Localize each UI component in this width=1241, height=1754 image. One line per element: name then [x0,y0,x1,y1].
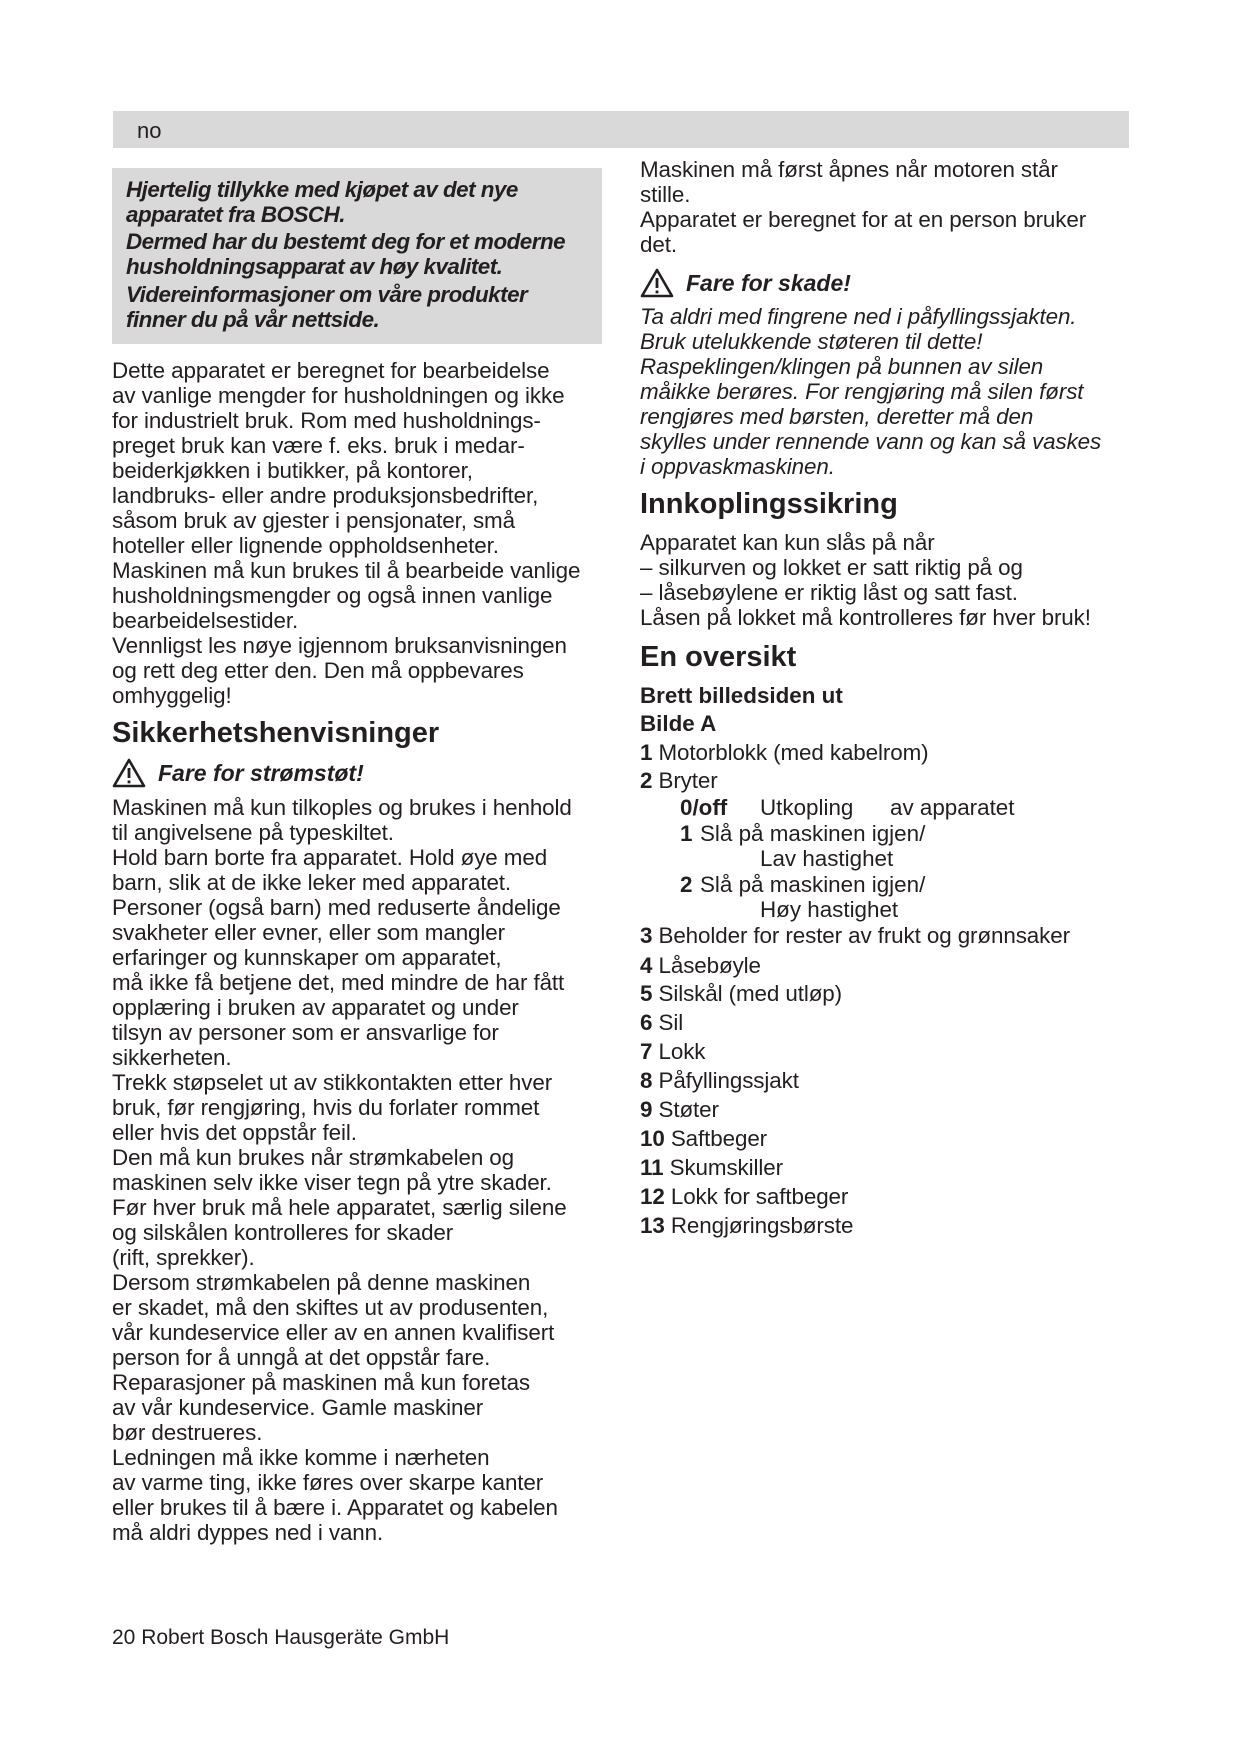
text-line: Bruk utelukkende støteren til dette! [640,329,983,354]
warning-label: Fare for skade! [686,269,851,296]
text-line: bruk, før rengjøring, hvis du forlater rommet [112,1095,540,1120]
text-line: Maskinen må kun brukes til å bearbeide vanlige [112,558,581,583]
text-line: tilsyn av personer som er ansvarlige for [112,1020,499,1045]
item-text: Låsebøyle [658,953,761,978]
text-line: Den må kun brukes når strømkabelen og [112,1145,515,1170]
item-number: 10 [640,1126,665,1151]
text-line: Låsen på lokket må kontrolleres før hver bruk! [640,605,1091,630]
text-line: svakheter eller evner, eller som mangler [112,920,505,945]
usage-paragraph [112,358,580,708]
switch-off-text: av apparatet [890,795,1015,820]
safety-paragraph [112,795,572,1545]
text-line: Trekk støpselet ut av stikkontakten etter hver [112,1070,553,1095]
text-line: bør destrueres. [112,1420,263,1445]
intro-line: finner du på vår nettside. [126,307,380,332]
text-line: Hold barn borte fra apparatet. Hold øye med [112,845,548,870]
item-text: Motorblokk (med kabelrom) [658,740,929,765]
text-line: omhyggelig! [112,683,232,708]
list-item [640,1126,767,1151]
intro-line: apparatet fra BOSCH. [126,202,345,227]
warning-injury [640,268,851,298]
text-line: må aldri dyppes ned i vann. [112,1520,384,1545]
intro-line: Hjertelig tillykke med kjøpet av det nye [126,177,518,202]
text-line: for industrielt bruk. Rom med husholdnings- [112,408,541,433]
text-line: bearbeidelsestider. [112,608,299,633]
text-line: (rift, sprekker). [112,1245,255,1270]
text-line: Vennligst les nøye igjennom bruksanvisningen [112,633,567,658]
switch-2-key: 2 [680,872,693,897]
list-item [640,1039,705,1064]
warning-shock [112,758,364,788]
text-line: Dette apparatet er beregnet for bearbeidelse [112,358,550,383]
warning-triangle-icon [112,758,146,788]
list-item [640,768,718,793]
list-item [640,740,929,765]
switch-1-key: 1 [680,821,693,846]
text-line: måikke berøres. For rengjøring må silen først [640,379,1084,404]
language-code: no [137,118,162,143]
text-line: rengjøres med børsten, deretter må den [640,404,1034,429]
fold-out-heading: Brett billedsiden ut [640,683,843,708]
intro-box [112,168,602,344]
item-number: 6 [640,1010,653,1035]
warning-label: Fare for strømstøt! [158,759,364,786]
picture-heading: Bilde A [640,711,717,736]
text-line: Personer (også barn) med reduserte åndelige [112,895,561,920]
item-number: 4 [640,953,653,978]
text-line: til angivelsene på typeskiltet. [112,820,394,845]
text-line: husholdningsmengder og også innen vanlige [112,583,553,608]
item-number: 8 [640,1068,653,1093]
text-line: person for å unngå at det oppstår fare. [112,1345,491,1370]
text-line: av varme ting, ikke føres over skarpe kanter [112,1470,544,1495]
item-text: Rengjøringsbørste [670,1213,854,1238]
intro-line: Dermed har du bestemt deg for et moderne [126,229,566,254]
item-text: Støter [658,1097,719,1122]
language-bar [113,111,1129,148]
text-line: må ikke få betjene det, med mindre de har fått [112,970,565,995]
text-line: eller brukes til å bære i. Apparatet og kabelen [112,1495,558,1520]
text-line: Ta aldri med fingrene ned i påfyllingssjakten. [640,304,1077,329]
intro-line: Videreinformasjoner om våre produkter [126,282,528,307]
safety-heading: Sikkerhetshenvisninger [112,717,440,749]
interlock-paragraph [640,530,1091,630]
interlock-heading: Innkoplingssikring [640,488,898,520]
motor-paragraph [640,157,1086,257]
text-line: landbruks- eller andre produksjonsbedrifter, [112,483,539,508]
item-text: Lokk [658,1039,706,1064]
text-line: og silskålen kontrolleres for skader [112,1220,454,1245]
list-item [640,923,1070,948]
switch-2-speed: Høy hastighet [760,897,899,922]
text-line: av vår kundeservice. Gamle maskiner [112,1395,484,1420]
text-line: stille. [640,182,691,207]
switch-2-text: Slå på maskinen igjen/ [700,872,926,897]
item-number: 5 [640,981,653,1006]
switch-settings [640,795,1140,921]
item-text: Sil [658,1010,684,1035]
switch-off-text: Utkopling [760,795,854,820]
text-line: Raspeklingen/klingen på bunnen av silen [640,354,1044,379]
text-line: er skadet, må den skiftes ut av produsenten, [112,1295,549,1320]
text-line: såsom bruk av gjester i pensjonater, små [112,508,515,533]
text-line: Reparasjoner på maskinen må kun foretas [112,1370,531,1395]
text-line: – silkurven og lokket er satt riktig på og [640,555,1023,580]
text-line: Maskinen må først åpnes når motoren står [640,157,1058,182]
text-line: eller hvis det oppstår feil. [112,1120,357,1145]
text-line: hoteller eller lignende oppholdsenheter. [112,533,499,558]
text-line: vår kundeservice eller av en annen kvalifisert [112,1320,555,1345]
list-item [640,1213,853,1238]
text-line: opplæring i bruken av apparatet og under [112,995,519,1020]
item-number: 13 [640,1213,665,1238]
item-number: 11 [640,1155,664,1180]
text-line: Apparatet er beregnet for at en person bruker [640,207,1087,232]
item-number: 12 [640,1184,665,1209]
text-line: maskinen selv ikke viser tegn på ytre skader. [112,1170,552,1195]
item-text: Saftbeger [670,1126,768,1151]
item-text: Bryter [658,768,718,793]
switch-off-key: 0/off [680,795,728,820]
item-text: Lokk for saftbeger [670,1184,849,1209]
page-footer: 20 Robert Bosch Hausgeräte GmbH [112,1626,450,1649]
text-line: beiderkjøkken i butikker, på kontorer, [112,458,473,483]
item-text: Beholder for rester av frukt og grønnsaker [658,923,1070,948]
injury-paragraph [640,304,1101,479]
text-line: det. [640,232,677,257]
text-line: Dersom strømkabelen på denne maskinen [112,1270,531,1295]
switch-1-text: Slå på maskinen igjen/ [700,821,926,846]
text-line: sikkerheten. [112,1045,232,1070]
text-line: Apparatet kan kun slås på når [640,530,935,555]
text-line: erfaringer og kunnskaper om apparatet, [112,945,502,970]
item-number: 3 [640,923,653,948]
item-number: 9 [640,1097,653,1122]
text-line: og rett deg etter den. Den må oppbevares [112,658,524,683]
item-text: Silskål (med utløp) [658,981,842,1006]
text-line: Maskinen må kun tilkoples og brukes i henhold [112,795,572,820]
switch-1-speed: Lav hastighet [760,846,894,871]
text-line: av vanlige mengder for husholdningen og ikke [112,383,565,408]
text-line: – låsebøylene er riktig låst og satt fast. [640,580,1018,605]
text-line: skylles under rennende vann og kan så vaskes [640,429,1102,454]
item-number: 7 [640,1039,653,1064]
text-line: preget bruk kan være f. eks. bruk i medar- [112,433,525,458]
list-item [640,1155,783,1180]
text-line: Ledningen må ikke komme i nærheten [112,1445,490,1470]
text-line: i oppvaskmaskinen. [640,454,835,479]
warning-triangle-icon [640,268,674,298]
list-item [640,953,761,978]
item-number: 2 [640,768,653,793]
item-text: Påfyllingssjakt [658,1068,799,1093]
list-item [640,1010,683,1035]
overview-heading: En oversikt [640,641,797,673]
item-number: 1 [640,740,653,765]
list-item [640,981,842,1006]
list-item [640,1068,799,1093]
item-text: Skumskiller [669,1155,783,1180]
text-line: Før hver bruk må hele apparatet, særlig silene [112,1195,567,1220]
list-item [640,1097,719,1122]
intro-line: husholdningsapparat av høy kvalitet. [126,254,503,279]
text-line: barn, slik at de ikke leker med apparatet. [112,870,512,895]
list-item [640,1184,848,1209]
